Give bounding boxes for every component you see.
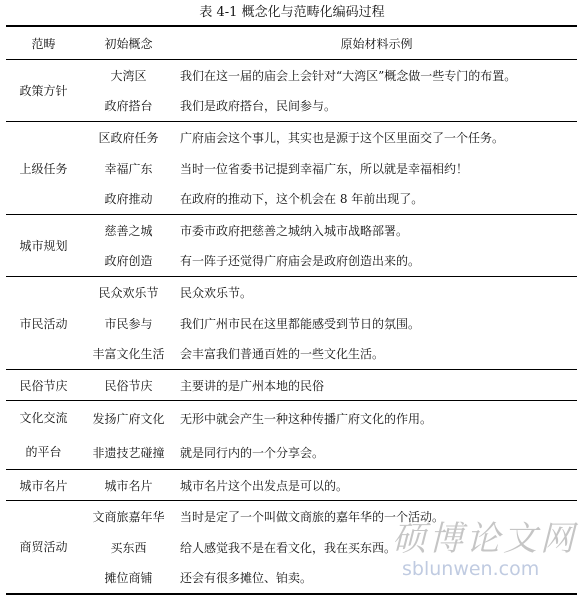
concept-cell: 大湾区: [110, 68, 147, 83]
table-row: [6, 122, 577, 153]
material-cell: 无形中就会产生一种这种传播广府文化的作用。: [180, 411, 433, 426]
category-cell: 市民活动: [6, 277, 81, 370]
concept-cell: 发扬广府文化: [92, 411, 165, 426]
table-row: [6, 246, 577, 277]
table-row: [6, 60, 577, 91]
concept-cell: 政府创造: [81, 246, 176, 277]
table-row: [6, 370, 577, 401]
material-cell: 主要讲的是广州本地的民俗: [176, 370, 577, 401]
category-cell: 政策方针: [6, 60, 81, 122]
material-cell: 城市名片这个出发点是可以的。: [176, 470, 577, 501]
header-category: 范畴: [6, 26, 81, 60]
table-row: [6, 401, 577, 436]
table-row: [6, 277, 577, 308]
material-cell: 在政府的推动下，这个机会在 8 年前出现了。: [176, 184, 577, 215]
concept-cell: 买东西: [110, 540, 147, 555]
watermark-url: sblunwen.com: [402, 558, 540, 580]
table-row: [6, 308, 577, 339]
material-cell: 市委市政府把慈善之城纳入城市战略部署。: [180, 223, 409, 238]
concept-cell: 文商旅嘉年华: [92, 509, 165, 524]
concept-cell: 幸福广东: [104, 161, 153, 176]
table-row: [6, 532, 577, 563]
category-cell: 民俗节庆: [6, 370, 81, 401]
material-cell: 当时是定了一个叫做文商旅的嘉年华的一个活动。: [180, 509, 445, 524]
header-material: 原始材料示例: [176, 26, 577, 60]
table-row: [6, 563, 577, 594]
category-line: 文化交流: [19, 411, 68, 425]
category-cell: 城市规划: [6, 215, 81, 277]
table-row: [6, 470, 577, 501]
category-cell: 商贸活动: [6, 501, 81, 594]
table-row: [6, 501, 577, 532]
category-cell: [6, 401, 81, 470]
material-cell: 就是同行内的一个分享会。: [176, 435, 577, 470]
table-row: [6, 215, 577, 246]
concept-cell: 慈善之城: [104, 223, 153, 238]
material-cell: 民众欢乐节。: [180, 285, 253, 300]
watermark-title: 硕博论文网: [392, 519, 577, 559]
category-line: 的平台: [25, 445, 62, 459]
table-row: [6, 153, 577, 184]
concept-cell: 丰富文化生活: [81, 339, 176, 370]
concept-cell: 城市名片: [81, 470, 176, 501]
material-cell: 当时一位省委书记提到幸福广东，所以就是幸福相约！: [180, 161, 469, 176]
table-row: [6, 184, 577, 215]
table-row: [6, 339, 577, 370]
concept-cell: 政府推动: [81, 184, 176, 215]
material-cell: 我们广州市民在这里都能感受到节日的氛围。: [180, 316, 421, 331]
material-cell: 我们是政府搭台，民间参与。: [176, 91, 577, 122]
concept-cell: 民俗节庆: [81, 370, 176, 401]
concept-cell: 区政府任务: [98, 130, 159, 145]
concept-cell: 非遗技艺碰撞: [81, 435, 176, 470]
table-row: [6, 435, 577, 470]
table-caption: 表 4-1 概念化与范畴化编码过程: [199, 5, 385, 20]
header-concept: 初始概念: [81, 26, 176, 60]
material-cell: 广府庙会这个事儿，其实也是源于这个区里面交了一个任务。: [180, 130, 505, 145]
material-cell: 还会有很多摊位、铂卖。: [176, 563, 577, 594]
material-cell: 有一阵子还觉得广府庙会是政府创造出来的。: [176, 246, 577, 277]
concept-cell: 政府搭台: [81, 91, 176, 122]
material-cell: 我们在这一届的庙会上会针对“大湾区”概念做一些专门的布置。: [180, 68, 517, 83]
header-row: [6, 26, 577, 60]
material-cell: 给人感觉我不是在看文化，我在买东西。: [180, 540, 397, 555]
material-cell: 会丰富我们普通百姓的一些文化生活。: [176, 339, 577, 370]
table-row: [6, 91, 577, 122]
concept-cell: 市民参与: [104, 316, 153, 331]
category-cell: 上级任务: [6, 122, 81, 215]
category-cell: 城市名片: [6, 470, 81, 501]
coding-table: [6, 25, 577, 595]
concept-cell: 民众欢乐节: [98, 285, 159, 300]
concept-cell: 摊位商铺: [81, 563, 176, 594]
